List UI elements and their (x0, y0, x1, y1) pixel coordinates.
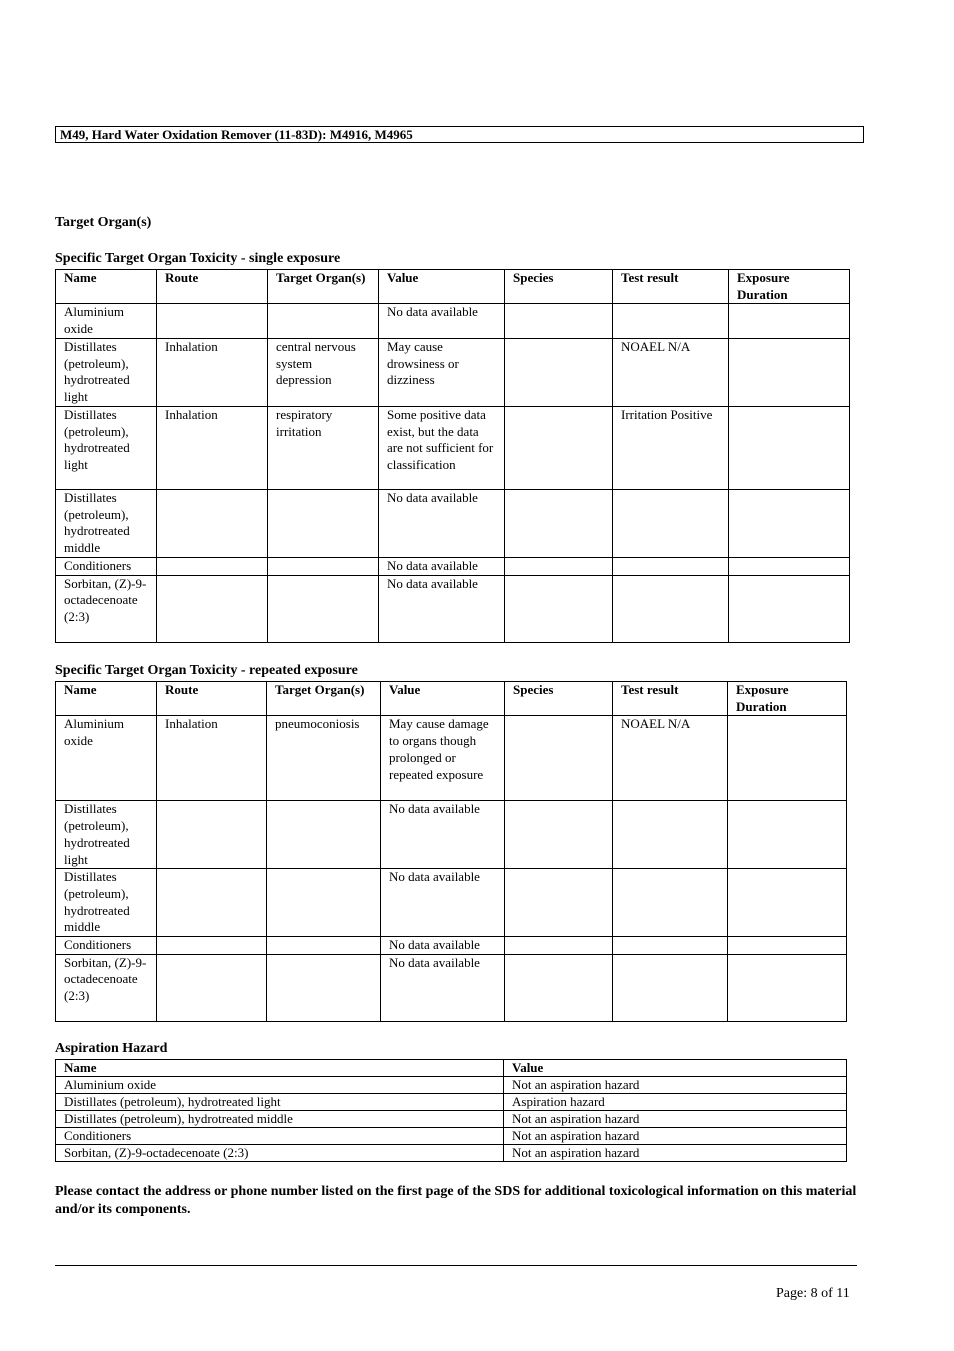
table-cell: central nervous system depression (268, 338, 379, 406)
table-cell: No data available (379, 575, 505, 642)
column-header: Species (505, 682, 613, 716)
table-cell (268, 557, 379, 575)
table-cell: Not an aspiration hazard (504, 1128, 847, 1145)
repeated-exposure-table (55, 681, 847, 1022)
table-cell (157, 801, 267, 869)
table-cell: Not an aspiration hazard (504, 1145, 847, 1162)
table-cell (613, 954, 728, 1021)
column-header: Test result (613, 270, 729, 304)
table-row (56, 1128, 847, 1145)
column-header: Exposure Duration (728, 682, 847, 716)
footer-divider (55, 1265, 857, 1266)
table-cell (268, 304, 379, 338)
table-cell: Not an aspiration hazard (504, 1111, 847, 1128)
table-cell: NOAEL N/A (613, 338, 729, 406)
column-header: Name (56, 682, 157, 716)
table-row (56, 801, 847, 869)
document-header: M49, Hard Water Oxidation Remover (11-83D): M4916, M4965 (55, 126, 864, 143)
column-header: Value (381, 682, 505, 716)
table-row (56, 1077, 847, 1094)
table-cell: Sorbitan, (Z)-9-octadecenoate (2:3) (56, 575, 157, 642)
table-cell (157, 575, 268, 642)
table-row (56, 557, 850, 575)
table-cell (728, 716, 847, 801)
table-cell: Distillates (petroleum), hydrotreated middle (56, 1111, 504, 1128)
table-cell (505, 338, 613, 406)
table-row (56, 489, 850, 557)
table-cell: pneumoconiosis (267, 716, 381, 801)
table-row (56, 338, 850, 406)
table-cell: Aspiration hazard (504, 1094, 847, 1111)
column-header: Target Organ(s) (267, 682, 381, 716)
section-title: Target Organ(s) (55, 215, 152, 230)
table-cell: Some positive data exist, but the data are not sufficient for classification (379, 406, 505, 489)
table-cell: No data available (379, 304, 505, 338)
table-cell: Sorbitan, (Z)-9-octadecenoate (2:3) (56, 1145, 504, 1162)
table-cell (505, 801, 613, 869)
table-row (56, 575, 850, 642)
table-cell (268, 489, 379, 557)
column-header: Test result (613, 682, 728, 716)
table-cell (729, 338, 850, 406)
table-header-row (56, 682, 847, 716)
column-header: Species (505, 270, 613, 304)
table-row (56, 716, 847, 801)
table-cell (613, 557, 729, 575)
table-cell: No data available (381, 869, 505, 937)
table-cell (157, 557, 268, 575)
table-row (56, 1145, 847, 1162)
table-cell (613, 937, 728, 955)
table-cell: Distillates (petroleum), hydrotreated middle (56, 869, 157, 937)
table-cell: No data available (381, 954, 505, 1021)
table-cell (729, 406, 850, 489)
table-cell (613, 801, 728, 869)
table-cell (505, 869, 613, 937)
table-cell (505, 716, 613, 801)
table-cell: Aluminium oxide (56, 304, 157, 338)
table-cell: May cause damage to organs though prolonged or repeated exposure (381, 716, 505, 801)
table-cell (157, 869, 267, 937)
table-cell: NOAEL N/A (613, 716, 728, 801)
column-header: Value (379, 270, 505, 304)
table-cell: Distillates (petroleum), hydrotreated light (56, 406, 157, 489)
table-cell (613, 304, 729, 338)
table-cell: No data available (379, 489, 505, 557)
aspiration-hazard-title: Aspiration Hazard (55, 1041, 168, 1056)
column-header: Route (157, 270, 268, 304)
aspiration-hazard-table (55, 1059, 847, 1162)
table-cell (268, 575, 379, 642)
table-cell (613, 869, 728, 937)
table-cell: Sorbitan, (Z)-9-octadecenoate (2:3) (56, 954, 157, 1021)
table-cell (157, 954, 267, 1021)
table-cell: Inhalation (157, 716, 267, 801)
table-cell (729, 489, 850, 557)
table-cell (505, 557, 613, 575)
table-cell: No data available (379, 557, 505, 575)
table-cell (728, 954, 847, 1021)
table-cell (157, 304, 268, 338)
table-cell: Inhalation (157, 406, 268, 489)
table-cell (267, 937, 381, 955)
column-header: Exposure Duration (729, 270, 850, 304)
table-cell: Conditioners (56, 557, 157, 575)
table-cell: No data available (381, 801, 505, 869)
single-exposure-table (55, 269, 850, 643)
table-cell (613, 489, 729, 557)
table-header-row (56, 270, 850, 304)
table-cell: Distillates (petroleum), hydrotreated light (56, 338, 157, 406)
table-cell: Irritation Positive (613, 406, 729, 489)
table-cell (728, 937, 847, 955)
table-cell: Distillates (petroleum), hydrotreated light (56, 801, 157, 869)
table-cell: Conditioners (56, 937, 157, 955)
column-header: Route (157, 682, 267, 716)
repeated-exposure-title: Specific Target Organ Toxicity - repeated exposure (55, 663, 358, 678)
table-cell (267, 869, 381, 937)
table-cell (729, 575, 850, 642)
table-cell: Aluminium oxide (56, 716, 157, 801)
table-cell (505, 304, 613, 338)
table-cell (505, 406, 613, 489)
table-cell (505, 575, 613, 642)
table-cell: Not an aspiration hazard (504, 1077, 847, 1094)
page-number: Page: 8 of 11 (776, 1286, 850, 1301)
table-row (56, 304, 850, 338)
table-row (56, 937, 847, 955)
table-cell: Conditioners (56, 1128, 504, 1145)
table-cell: Distillates (petroleum), hydrotreated middle (56, 489, 157, 557)
table-cell: May cause drowsiness or dizziness (379, 338, 505, 406)
table-cell (613, 575, 729, 642)
table-cell (505, 954, 613, 1021)
table-cell (728, 801, 847, 869)
table-header-row (56, 1060, 847, 1077)
table-cell (157, 937, 267, 955)
table-cell (267, 801, 381, 869)
column-header: Name (56, 270, 157, 304)
table-cell: Aluminium oxide (56, 1077, 504, 1094)
table-cell: Distillates (petroleum), hydrotreated light (56, 1094, 504, 1111)
table-cell: No data available (381, 937, 505, 955)
table-row (56, 1111, 847, 1128)
contact-note: Please contact the address or phone number listed on the first page of the SDS for additional toxicological information on this material and/or its components. (55, 1184, 857, 1217)
column-header: Value (504, 1060, 847, 1077)
single-exposure-title: Specific Target Organ Toxicity - single exposure (55, 251, 341, 266)
table-row (56, 406, 850, 489)
table-cell (728, 869, 847, 937)
table-cell: respiratory irritation (268, 406, 379, 489)
column-header: Name (56, 1060, 504, 1077)
table-cell (505, 937, 613, 955)
table-cell (267, 954, 381, 1021)
table-cell (505, 489, 613, 557)
table-row (56, 869, 847, 937)
table-cell: Inhalation (157, 338, 268, 406)
table-cell (729, 304, 850, 338)
table-cell (157, 489, 268, 557)
table-cell (729, 557, 850, 575)
table-row (56, 954, 847, 1021)
column-header: Target Organ(s) (268, 270, 379, 304)
table-row (56, 1094, 847, 1111)
